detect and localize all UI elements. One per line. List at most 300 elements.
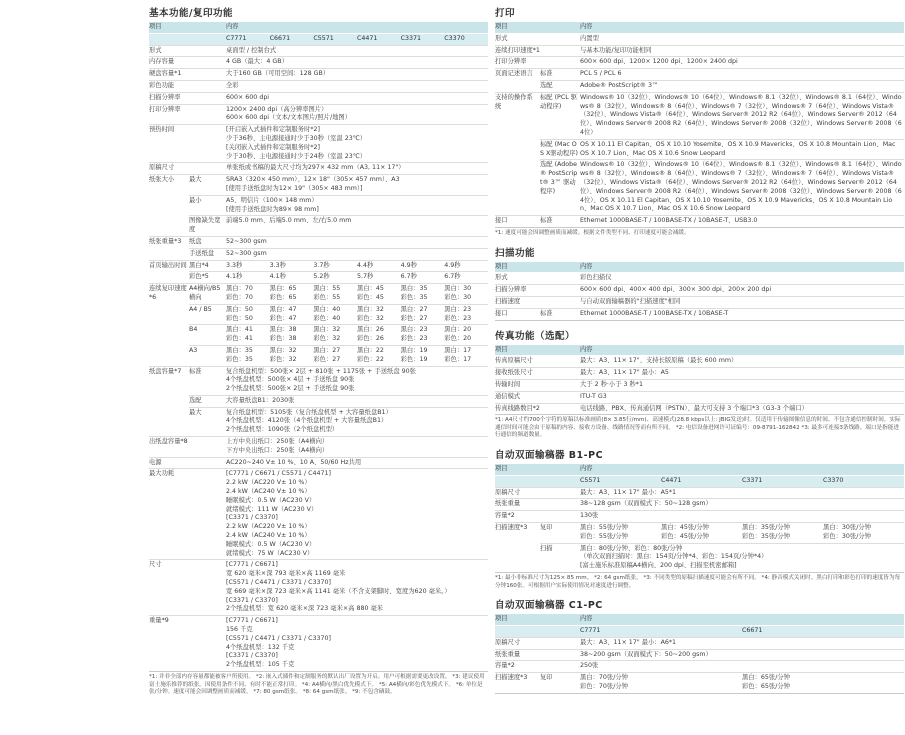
cell-text: 2.4 kW（AC240 V± 10 %） [226, 532, 311, 540]
row-value [444, 284, 488, 305]
cell-text: 600× 600 dpi、400× 400 dpi、300× 300 dpi、200× 200 dpi [580, 286, 772, 294]
footnote: *1: 最小非标准尺寸为125× 85 mm。 *2: 64 gsm纸张。 *3: 不同类型的原稿扫描速度可能会有所不同。 *4: 静音模式关闭时。黑白打印和彩色打印的速度皆为每分钟160张。可根据用户实际使用情况对速度进行调整。 [495, 575, 901, 589]
model-name: C4471 [357, 33, 401, 45]
cell-text: 大于 2 秒·小于 3 秒*1 [580, 380, 643, 388]
cell-text: [C3371 / C3370] [226, 652, 278, 660]
row-content [580, 391, 904, 403]
row-value [823, 523, 904, 544]
row-content [226, 407, 488, 436]
cell-text: 黑白：80张/分钟、彩色：80张/分钟 [580, 544, 683, 552]
row-content [226, 45, 488, 57]
row-sublabel: 最大 [189, 407, 226, 436]
row-value [226, 304, 270, 325]
table-row [495, 661, 904, 673]
cell-text: Windows® 10（32位）、Windows® 10（64位）、Windows® 8.1（32位）、Windows® 8.1（64位）、Windows® 8（32位）、Windows® 8（64位）、Windows® 7（32位）、Windows® 7（64位）、Windows Vista®（32位）、Windows Vista®（64位）、Windows Server® 2012 R2（64位）、Windows Server® 2012（64位）、Windows Server® 2008 R2（64位）、Windows Server® 2008（32位）、Windows Server® 2008（64位） [580, 93, 902, 136]
row-sublabel: 黑白*4 [189, 260, 226, 272]
cell-text: 彩色：19 [400, 355, 428, 363]
row-value [401, 272, 445, 284]
model-name: C6671 [270, 33, 314, 45]
cell-text: 彩色：55张/分钟 [580, 532, 628, 540]
table-models-row [149, 33, 488, 45]
cell-text: AC220~240 V± 10 %、10 A、50/60 Hz共用 [226, 458, 362, 466]
cell-text: 最大：A3、11× 17" 最小：A5*1 [580, 488, 677, 496]
table-row [495, 379, 904, 391]
cell-text: 5.2秒 [313, 273, 330, 281]
table-row [149, 345, 488, 366]
row-label: 首页输出时间 [149, 260, 189, 284]
row-content [226, 469, 488, 560]
row-content [580, 649, 904, 661]
cell-text: 就绪模式：75 W（AC230 V） [226, 549, 314, 557]
table-row [149, 57, 488, 69]
cell-text: 黑白：40 [313, 305, 341, 313]
row-sublabel: 复印 [540, 523, 580, 544]
row-value [226, 325, 270, 346]
cell-text: 3.3秒 [269, 261, 286, 269]
table-row [149, 437, 488, 458]
row-label: 打印分辨率 [149, 104, 226, 125]
cell-text: Windows® 10（32位）、Windows® 10（64位）、Windows® 8.1（32位）、Windows® 8.1（64位）、Windows® 8（32位）、Windows® 8（64位）、Windows® 7（32位）、Windows® 7（64位）、Windows Vista®（32位）、Windows Vista®（64位）、Windows Server® 2012 R2（64位）、Windows Server® 2012（64位）、Windows Server® 2008 R2（64位）、Windows Server® 2008（32位）、Windows Server® 2008（64位）、OS X 10.11 El Capitan、OS X 10.10 Yosemite、OS X 10.9 Mavericks、OS X 10.8 Mountain Lion、Mac OS X 10.7 Lion、Mac OS X 10.6 Snow Leopard [580, 161, 902, 213]
table-row [149, 272, 488, 284]
cell-text: 睡眠模式：0.5 W（AC230 V） [226, 496, 316, 504]
footnote: *1: A4尺寸约700个字符的原稿以标准画质(8× 3.85行/mm)、高速模式(28.8 kbps以上: JBIG发送)时。仅适用于传输图像信息的时间、不包含通信控制时间。实际通信时间可能会由于原稿的内容、接收方设备、线路情况等而有所不同。 *2: 电信设备进网许可证编号：09-8791-162842 *3: 最多可连接3条线路。端口是指能进行通信的频道数量。 [495, 417, 901, 439]
cell-text: 黑白：35张/分钟 [742, 524, 790, 532]
column-header-item: 项目 [495, 345, 580, 356]
table-row [495, 403, 904, 415]
cell-text: 彩色：50 [226, 314, 253, 322]
cell-text: 彩色：45 [356, 293, 384, 301]
cell-text: 前端5.0 mm、后端5.0 mm、左/右5.0 mm [226, 217, 352, 225]
cell-text: 与自动双面输稿器的"扫描速度"相同 [580, 297, 681, 305]
row-content [580, 637, 904, 649]
row-sublabel: 标准 [540, 216, 580, 228]
row-sublabel: 标准 [540, 308, 580, 320]
table-row [149, 125, 488, 163]
cell-text: 内置型 [580, 34, 599, 42]
row-label: 纸张大小 [149, 175, 189, 237]
row-content [226, 248, 488, 260]
table-row [495, 308, 904, 320]
table-row [495, 356, 904, 368]
cell-text: 黑白：70张/分钟 [580, 674, 628, 682]
cell-text: 130张 [580, 512, 599, 520]
column-header-content: 内容 [580, 464, 904, 475]
cell-text: 黑白：55 [313, 285, 341, 293]
table-header-row [495, 22, 904, 33]
cell-text: 黑白：23 [400, 326, 428, 334]
row-value [270, 284, 314, 305]
row-sublabel: 标配 (Mac OS X驱动程序) [540, 139, 580, 160]
table-row [149, 560, 488, 616]
cell-text: 6.7秒 [400, 273, 417, 281]
column-header-item: 项目 [495, 262, 580, 273]
table-header-row [149, 22, 488, 33]
cell-text: 彩色：17 [444, 355, 472, 363]
spec-section [149, 5, 488, 697]
cell-text: [C7771 / C6671] [226, 617, 278, 625]
cell-text: 少于36秒、主电源接通时少于30秒（室温 23℃） [226, 134, 367, 142]
row-value [357, 345, 401, 366]
row-content [580, 160, 904, 216]
cell-text: 黑白：27 [400, 305, 428, 313]
cell-text: 宽 669 毫米×深 723 毫米×高 1141 毫米（不含支架脚时、宽度为620 毫米。） [226, 587, 451, 595]
cell-text: 52~300 gsm [226, 237, 267, 245]
cell-text: 彩色：70张/分钟 [580, 683, 628, 691]
row-label: 扫描分辨率 [495, 285, 580, 297]
column-header-item: 项目 [495, 464, 580, 475]
cell-text: 黑白：65 [269, 285, 297, 293]
column-header-item: 项目 [495, 614, 580, 625]
row-content [580, 69, 904, 81]
model-name: C6671 [742, 626, 904, 638]
row-sublabel: 复印 [540, 673, 580, 694]
cell-text: 彩色：32 [313, 335, 341, 343]
row-sublabel: 标配 (PCL 驱动程序) [540, 92, 580, 139]
row-value [270, 345, 314, 366]
row-label: 形式 [149, 45, 226, 57]
row-content [226, 616, 488, 672]
row-label: 连续复印速度*6 [149, 284, 189, 366]
table-row [495, 391, 904, 403]
spec-section [495, 245, 904, 321]
row-content [226, 195, 488, 216]
cell-text: 4个纸盘机型：500张× 4层 + 手送纸盘 90张 [226, 376, 355, 384]
table-row [149, 407, 488, 436]
table-row [149, 80, 488, 92]
cell-text: 最大：A3、11× 17" 最小：A6*1 [580, 638, 677, 646]
cell-text: 黑白：27 [313, 346, 341, 354]
cell-text: 彩色：70 [226, 293, 253, 301]
row-value [444, 345, 488, 366]
row-value [357, 304, 401, 325]
cell-text: 彩色扫描仪 [580, 274, 612, 282]
row-value [580, 673, 742, 694]
cell-text: 4.9秒 [400, 261, 417, 269]
cell-text: 1200× 2400 dpi（高分辨率图片） [226, 105, 328, 113]
cell-text: 彩色：32 [269, 355, 297, 363]
cell-text: 4.1秒 [269, 273, 286, 281]
row-label: 原稿尺寸 [495, 487, 580, 499]
model-name: C3370 [444, 33, 488, 45]
row-content [580, 139, 904, 160]
column-header-content: 内容 [226, 22, 488, 33]
cell-text: [使用手送纸盘时为12× 19"（305× 483 mm）] [226, 184, 363, 192]
model-name: C5571 [580, 475, 661, 487]
cell-text: A5、明信片（100× 148 mm） [226, 196, 318, 204]
row-label: 电源 [149, 457, 226, 469]
row-value [444, 272, 488, 284]
table-row [149, 395, 488, 407]
table-row [149, 325, 488, 346]
row-content [580, 487, 904, 499]
row-content [580, 33, 904, 45]
row-sublabel: 图像缺失宽度 [189, 216, 226, 237]
cell-text: 大容量纸盘B1：2030张 [226, 396, 295, 404]
row-label: 最大功耗 [149, 469, 226, 560]
column-header-content: 内容 [580, 262, 904, 273]
table-row [149, 304, 488, 325]
cell-text: 黑白：35 [226, 346, 253, 354]
row-content [580, 661, 904, 673]
row-value [226, 345, 270, 366]
row-content [580, 356, 904, 368]
row-label: 形式 [495, 273, 580, 285]
spec-column-left [149, 3, 488, 704]
cell-text: OS X 10.11 El Capitan、OS X 10.10 Yosemite、OS X 10.9 Mavericks、OS X 10.8 Mountain Lion、Mac OS X 10.7 Lion、Mac OS X 10.6 Snow Leopard [580, 140, 898, 157]
models-row-spacer [495, 626, 580, 638]
row-value [357, 272, 401, 284]
row-value [444, 260, 488, 272]
row-sublabel: 纸盘 [189, 236, 226, 248]
row-label: 通信模式 [495, 391, 580, 403]
cell-text: 彩色：27 [313, 355, 341, 363]
row-content [580, 308, 904, 320]
row-value [357, 260, 401, 272]
cell-text: 黑白：35 [400, 285, 428, 293]
cell-text: 宽 620 毫米×深 793 毫米×高 1169 毫米 [226, 570, 346, 578]
spec-table [149, 22, 488, 672]
cell-text: [C7771 / C6671 / C5571 / C4471] [226, 470, 331, 478]
cell-text: 黑白：32 [356, 305, 384, 313]
row-sublabel: 标准 [189, 366, 226, 395]
cell-text: 最大：A3、11× 17"、支持长版原稿（最长 600 mm） [580, 357, 738, 365]
spec-table [495, 345, 904, 416]
table-row [495, 216, 904, 228]
cell-text: 3.3秒 [226, 261, 243, 269]
cell-text: 黑白：32 [269, 346, 297, 354]
row-value [357, 325, 401, 346]
cell-text: 黑白：45张/分钟 [661, 524, 709, 532]
row-label: 传真原稿尺寸 [495, 356, 580, 368]
table-row [149, 175, 488, 196]
row-content [226, 175, 488, 196]
row-label: 尺寸 [149, 560, 226, 616]
row-value [313, 260, 357, 272]
row-label: 预热时间 [149, 125, 226, 163]
row-content [226, 457, 488, 469]
cell-text: 黑白：17 [444, 346, 472, 354]
row-value [742, 673, 904, 694]
table-models-row [495, 626, 904, 638]
row-value [401, 325, 445, 346]
cell-text: 最大：A3、11× 17" 最小：A5 [580, 369, 669, 377]
table-row [149, 195, 488, 216]
row-value [401, 260, 445, 272]
cell-text: 38~200 gsm（双面模式下：50~200 gsm） [580, 650, 712, 658]
row-sublabel: 选配 [540, 80, 580, 92]
model-name: C3371 [401, 33, 445, 45]
row-sublabel: 选配 (Adobe® PostScript® 3™ 驱动程序) [540, 160, 580, 216]
cell-text: 黑白：55张/分钟 [580, 524, 628, 532]
row-content [580, 499, 904, 511]
row-value [313, 345, 357, 366]
spec-table [495, 614, 904, 694]
row-content [226, 366, 488, 395]
row-sublabel: 最大 [189, 175, 226, 196]
cell-text: PCL 5 / PCL 6 [580, 70, 622, 78]
model-name: C4471 [661, 475, 742, 487]
table-row [149, 469, 488, 560]
row-sublabel: A4横向/B5横向 [189, 284, 226, 305]
table-row [149, 236, 488, 248]
table-row [495, 92, 904, 139]
models-row-spacer [495, 475, 580, 487]
table-row [495, 368, 904, 380]
row-value [270, 325, 314, 346]
row-label: 页面记述语言 [495, 69, 540, 93]
table-row [149, 284, 488, 305]
table-row [149, 457, 488, 469]
cell-text: [关闭嵌入式插件和定制服务时*2] [226, 143, 320, 151]
row-content [580, 403, 904, 415]
cell-text: [富士施乐标准原稿A4横向、200 dpi、扫描至机密邮箱] [580, 562, 737, 570]
row-sublabel: A3 [189, 345, 226, 366]
cell-text: 黑白：45 [356, 285, 384, 293]
row-label: 打印分辨率 [495, 57, 580, 69]
section-title: 传真功能（选配） [495, 330, 576, 342]
row-label: 扫描速度*3 [495, 523, 540, 573]
cell-text: 600× 600 dpi（文本/文本图片/照片/地图） [226, 114, 351, 122]
row-content [226, 104, 488, 125]
row-sublabel: B4 [189, 325, 226, 346]
section-title: 基本功能/复印功能 [149, 8, 233, 19]
cell-text: 4 GB（最大：4 GB） [226, 58, 288, 66]
row-label: 纸张重量 [495, 649, 580, 661]
cell-text: 600× 600 dpi、1200× 1200 dpi、1200× 2400 dpi [580, 58, 738, 66]
cell-text: 2.2 kW（AC220 V± 10 %） [226, 479, 311, 487]
cell-text: 彩色：65 [269, 293, 297, 301]
section-title: 自动双面输稿器 C1-PC [495, 600, 603, 612]
row-content [226, 57, 488, 69]
cell-text: [C7771 / C6671] [226, 561, 278, 569]
cell-text: 彩色：30 [444, 293, 472, 301]
cell-text: 黑白：38 [269, 326, 297, 334]
table-row [495, 160, 904, 216]
table-row [149, 45, 488, 57]
model-name: C7771 [226, 33, 270, 45]
cell-text: 2个纸盘机型：1090张（2个纸盘机型） [226, 426, 339, 434]
cell-text: 黑白：50 [226, 305, 253, 313]
cell-text: 5.7秒 [356, 273, 374, 281]
cell-text: ITU-T G3 [580, 392, 607, 400]
table-row [495, 33, 904, 45]
row-sublabel: 标准 [540, 69, 580, 81]
cell-text: （单次双面扫描时：黑白：154页/分钟*4、彩色：154页/分钟*4） [580, 553, 768, 561]
model-name: C3370 [823, 475, 904, 487]
model-name: C3371 [742, 475, 823, 487]
cell-text: Adobe® PostScript® 3™ [580, 81, 659, 89]
model-name: C5571 [313, 33, 357, 45]
cell-text: 彩色：23 [400, 335, 428, 343]
cell-text: 4.1秒 [226, 273, 243, 281]
row-content [226, 80, 488, 92]
cell-text: 复合纸盘机型：5105张（复合纸盘机型 + 大容量纸盘B1） [226, 408, 392, 416]
row-sublabel: 扫描 [540, 543, 580, 572]
spec-section [495, 328, 904, 441]
spec-section [495, 597, 904, 694]
table-row [495, 523, 904, 544]
row-sublabel: A4 / B5 [189, 304, 226, 325]
row-label: 纸张重量*3 [149, 236, 189, 260]
table-row [495, 69, 904, 81]
cell-text: 6.7秒 [444, 273, 461, 281]
row-content [580, 379, 904, 391]
model-name: C7771 [580, 626, 742, 638]
row-value [313, 304, 357, 325]
row-value [226, 284, 270, 305]
cell-text: 600× 600 dpi [226, 93, 270, 101]
cell-text: [C3371 / C3370] [226, 514, 278, 522]
cell-text: 4.9秒 [444, 261, 461, 269]
footnote: *1: 速度可能会因调整画质而减缓。根据文件类型不同、打印速度可能会减缓。 [495, 229, 690, 236]
row-content [580, 511, 904, 523]
table-header-row [495, 464, 904, 475]
row-sublabel: 选配 [189, 395, 226, 407]
cell-text: 睡眠模式：0.5 W（AC230 V） [226, 540, 316, 548]
row-content [226, 69, 488, 81]
cell-text: 彩色：23 [444, 314, 472, 322]
cell-text: Ethernet 1000BASE-T / 100BASE-TX / 10BASE-T [580, 309, 729, 317]
row-label: 形式 [495, 33, 580, 45]
table-row [149, 366, 488, 395]
table-row [149, 163, 488, 175]
row-content [226, 560, 488, 616]
row-label: 原稿尺寸 [149, 163, 226, 175]
cell-text: 黑白：19 [400, 346, 428, 354]
row-sublabel: 最小 [189, 195, 226, 216]
cell-text: 彩色：35张/分钟 [742, 532, 790, 540]
row-value [226, 260, 270, 272]
cell-text: 黑白：65张/分钟 [742, 674, 790, 682]
cell-text: 复合纸盘机型：500张× 2层 + 810张 + 1175张 + 手送纸盘 90张 [226, 367, 416, 375]
row-value [313, 284, 357, 305]
row-value [401, 345, 445, 366]
cell-text: Ethernet 1000BASE-T / 100BASE-TX / 10BASE-T、USB3.0 [580, 217, 758, 225]
spec-table [495, 464, 904, 573]
cell-text: 黑白：23 [444, 305, 472, 313]
cell-text: 38~128 gsm（双面模式下：50~128 gsm） [580, 500, 712, 508]
row-value [357, 284, 401, 305]
table-row [495, 649, 904, 661]
cell-text: 少于30秒、主电源接通时少于24秒（室温 23℃） [226, 152, 367, 160]
spec-table [495, 22, 904, 228]
row-sublabel: 彩色*5 [189, 272, 226, 284]
row-content [580, 296, 904, 308]
cell-text: 就绪模式：111 W（AC230 V） [226, 505, 318, 513]
table-row [495, 487, 904, 499]
spec-section [495, 447, 904, 590]
cell-text: 全彩 [226, 81, 239, 89]
cell-text: 彩色：41 [226, 335, 253, 343]
cell-text: [C5571 / C4471 / C3371 / C3370] [226, 579, 331, 587]
table-row [149, 216, 488, 237]
table-row [495, 637, 904, 649]
row-value [270, 272, 314, 284]
row-value [580, 523, 661, 544]
cell-text: 彩色：32 [356, 314, 384, 322]
cell-text: 彩色：35 [400, 293, 428, 301]
cell-text: 黑白：30 [444, 285, 472, 293]
cell-text: [C3371 / C3370] [226, 596, 278, 604]
row-content [226, 437, 488, 458]
models-row-spacer [149, 33, 226, 45]
row-label: 扫描速度*3 [495, 673, 540, 694]
row-label: 原稿尺寸 [495, 637, 580, 649]
column-header-item: 项目 [495, 22, 580, 33]
spec-column-right [495, 3, 904, 701]
row-label: 纸张重量 [495, 499, 580, 511]
row-label: 扫描速度 [495, 296, 580, 308]
